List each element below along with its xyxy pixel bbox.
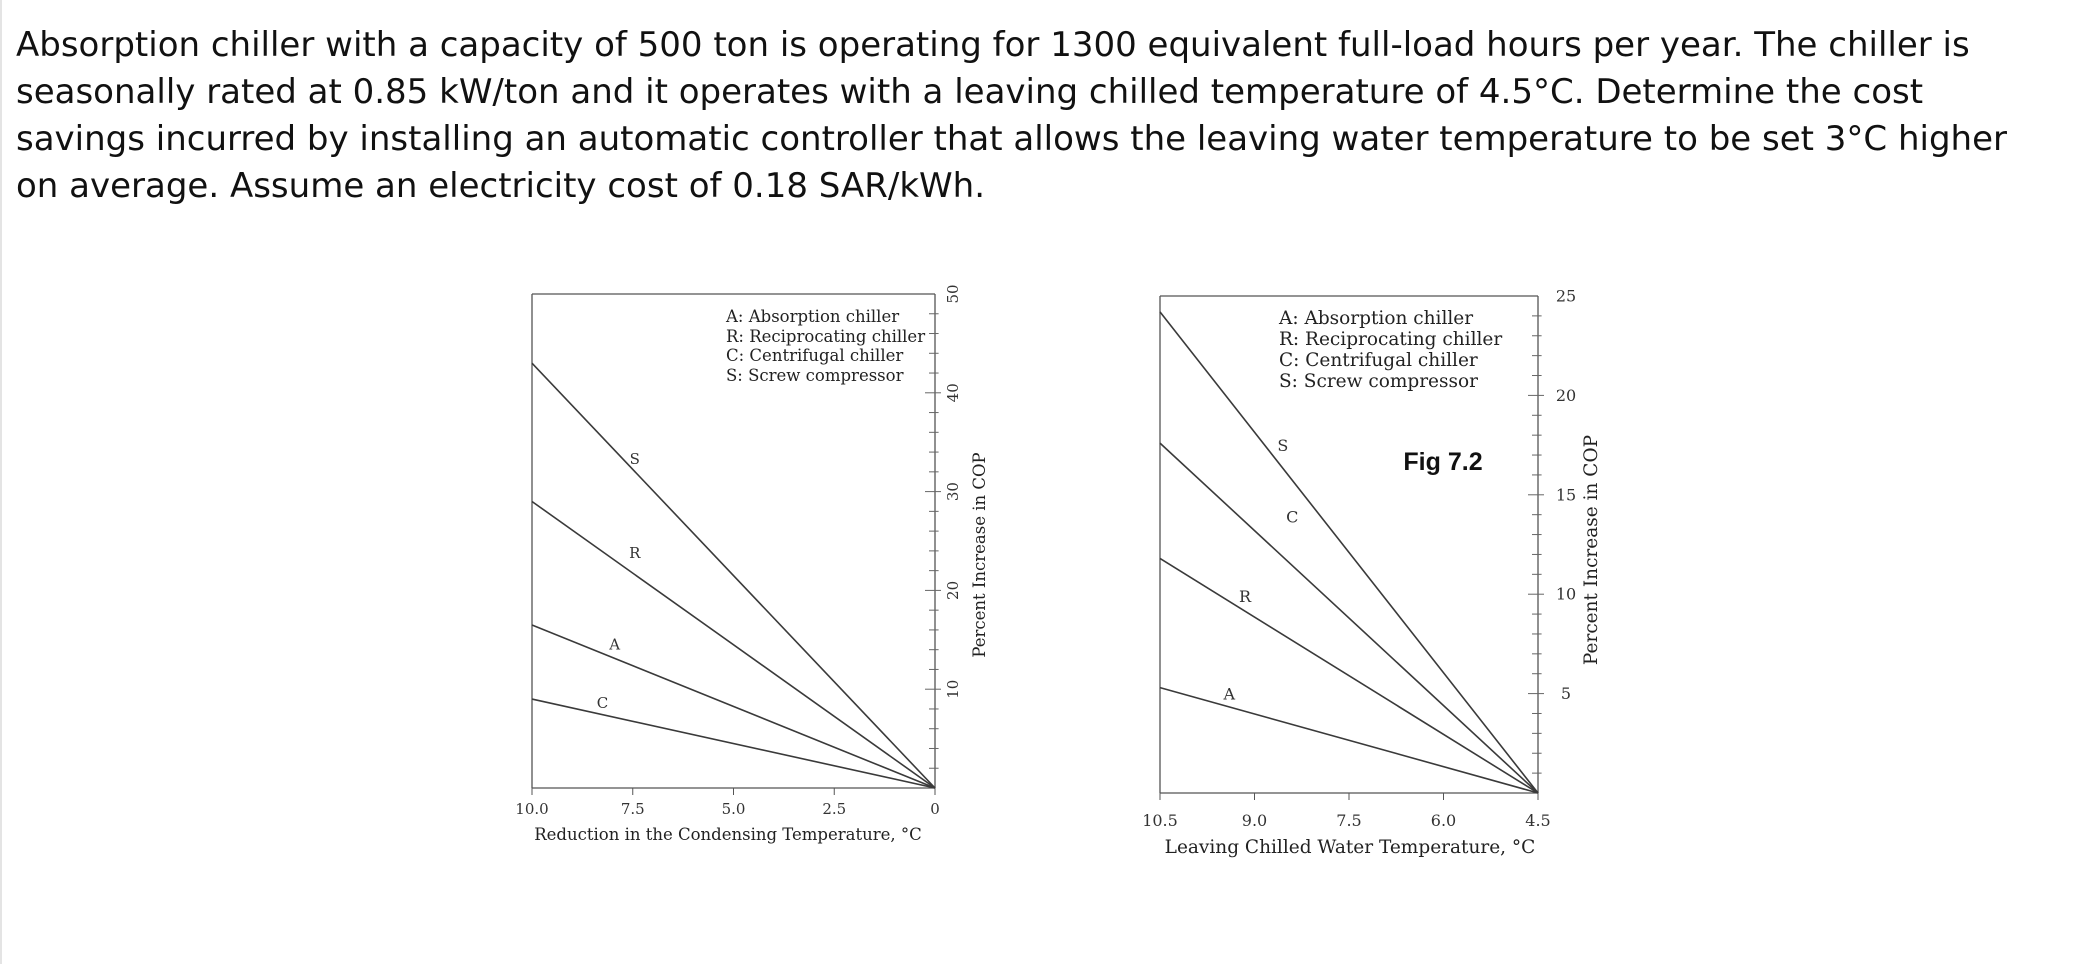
series-line-r bbox=[1160, 558, 1538, 793]
x-axis-label: Reduction in the Condensing Temperature, °C bbox=[534, 825, 922, 844]
x-axis-label: Leaving Chilled Water Temperature, °C bbox=[1164, 837, 1536, 858]
y-tick-label: 10 bbox=[944, 679, 962, 699]
x-tick-label: 5.0 bbox=[721, 800, 746, 818]
series-label-r: R bbox=[1239, 587, 1252, 607]
series-label-r: R bbox=[629, 543, 641, 562]
problem-statement: Absorption chiller with a capacity of 500 ton is operating for 1300 equivalent full-load hours per year. The chiller is seasonally rated at 0.85 kW/ton and it operates with a leaving chilled temperature of 4.5°C. Determine the cost savings incurred by installing an automatic controller that allows the leaving water temperature to be set 3°C higher on average. Assume an electricity cost of 0.18 SAR/kWh. bbox=[16, 25, 2007, 206]
legend-line-screw: S: Screw compressor bbox=[1279, 371, 1478, 392]
series-label-c: C bbox=[1286, 507, 1299, 527]
y-tick-label: 25 bbox=[1555, 286, 1577, 306]
series-label-s: S bbox=[629, 449, 640, 468]
y-tick-label: 5 bbox=[1560, 684, 1572, 704]
legend-line-screw: S: Screw compressor bbox=[726, 366, 904, 385]
x-tick-label: 6.0 bbox=[1430, 811, 1457, 830]
x-tick-label: 0 bbox=[930, 800, 940, 818]
figure-title: Fig 7.2 bbox=[1403, 448, 1483, 476]
x-tick-label: 9.0 bbox=[1241, 811, 1268, 830]
y-tick-label: 15 bbox=[1555, 485, 1577, 505]
legend-line-reciprocating: R: Reciprocating chiller bbox=[726, 327, 926, 346]
y-tick-label: 40 bbox=[944, 383, 962, 403]
series-label-a: A bbox=[609, 635, 621, 654]
legend-line-centrifugal: C: Centrifugal chiller bbox=[726, 346, 904, 365]
y-tick-label: 20 bbox=[944, 580, 962, 600]
y-tick-label: 30 bbox=[944, 482, 962, 502]
legend-line-reciprocating: R: Reciprocating chiller bbox=[1279, 329, 1503, 350]
series-label-s: S bbox=[1277, 436, 1289, 456]
x-tick-label: 2.5 bbox=[822, 800, 847, 818]
y-axis-label: Percent Increase in COP bbox=[970, 452, 989, 658]
x-tick-label: 10.5 bbox=[1142, 811, 1178, 830]
y-tick-label: 20 bbox=[1555, 385, 1577, 405]
x-tick-label: 4.5 bbox=[1525, 811, 1551, 830]
x-tick-label: 10.0 bbox=[515, 800, 549, 818]
y-axis-label: Percent Increase in COP bbox=[1581, 434, 1602, 666]
legend-line-absorption: A: Absorption chiller bbox=[1279, 308, 1474, 329]
series-label-c: C bbox=[596, 693, 609, 712]
series-label-a: A bbox=[1223, 684, 1236, 704]
y-tick-label: 50 bbox=[944, 284, 962, 304]
x-tick-label: 7.5 bbox=[1336, 811, 1362, 830]
y-tick-label: 10 bbox=[1555, 584, 1577, 604]
x-tick-label: 7.5 bbox=[620, 800, 645, 818]
legend-line-absorption: A: Absorption chiller bbox=[726, 307, 900, 326]
legend-line-centrifugal: C: Centrifugal chiller bbox=[1279, 350, 1478, 371]
